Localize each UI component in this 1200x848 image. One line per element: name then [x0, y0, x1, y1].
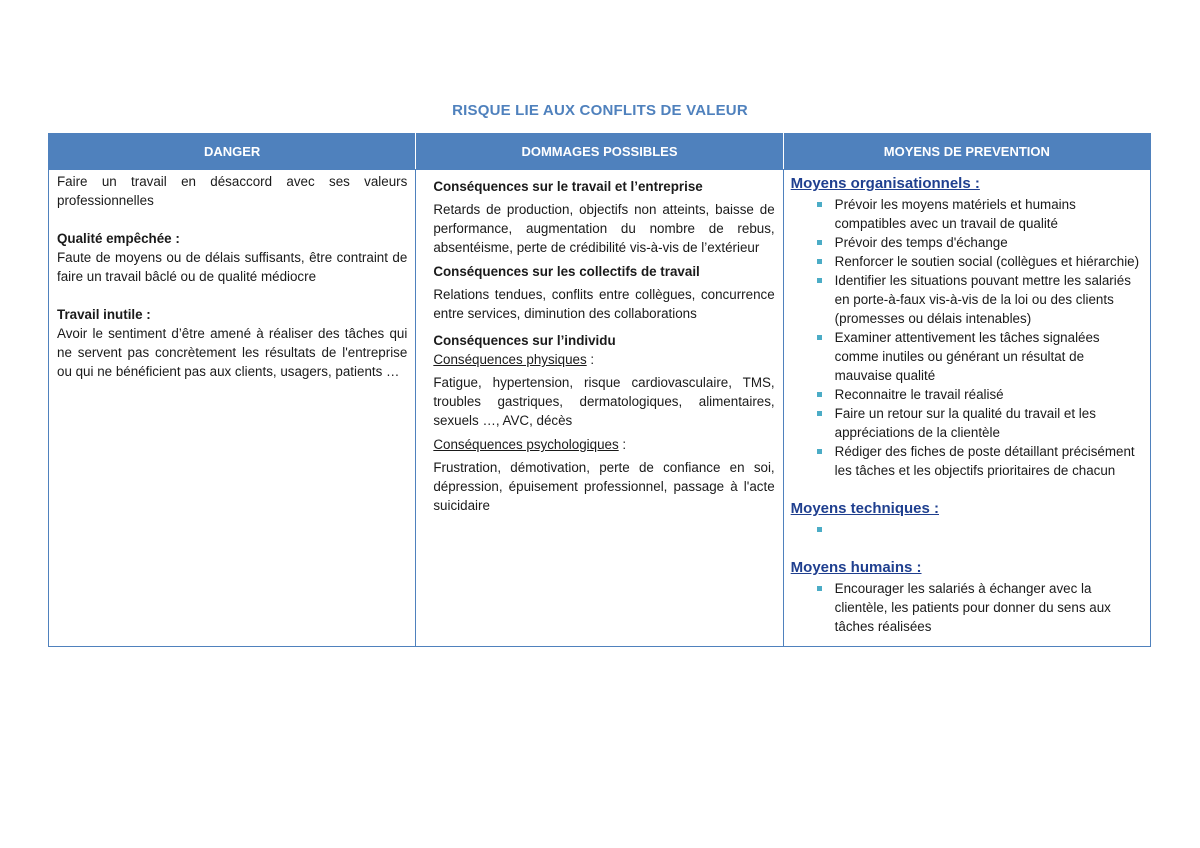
phys-colon: :: [586, 352, 595, 367]
psy-colon: :: [618, 437, 627, 452]
bullet-icon: [817, 449, 822, 454]
bullet-icon: [817, 278, 822, 283]
psy-text: Frustration, démotivation, perte de confiance en soi, dépression, épuisement professionnel, passage à l'acte suicidaire: [433, 460, 775, 513]
tech-list: [791, 520, 1142, 539]
list-item: Faire un retour sur la qualité du travail et les appréciations de la clientèle: [835, 404, 1142, 442]
bullet-icon: [817, 411, 822, 416]
list-item: Encourager les salariés à échanger avec la clientèle, les patients pour donner du sens aux tâches réalisées: [835, 579, 1142, 636]
list-item: Examiner attentivement les tâches signalées comme inutiles ou générant un résultat de mauvaise qualité: [835, 328, 1142, 385]
bullet-icon: [817, 335, 822, 340]
phys-label: Conséquences physiques: [433, 352, 587, 367]
list-item: [835, 520, 1142, 539]
qualite-text: Faute de moyens ou de délais suffisants, être contraint de faire un travail bâclé ou de qualité médiocre: [57, 250, 408, 284]
bullet-icon: [817, 240, 822, 245]
danger-intro: Faire un travail en désaccord avec ses valeurs professionnelles: [57, 174, 408, 208]
phys-heading: [433, 350, 774, 369]
qualite-title: Qualité empêchée :: [57, 231, 180, 246]
risk-table: [48, 133, 1151, 647]
header-dommages: DOMMAGES POSSIBLES: [416, 134, 783, 170]
list-item: Prévoir les moyens matériels et humains compatibles avec un travail de qualité: [835, 195, 1142, 233]
hum-list: [791, 579, 1142, 636]
phys-text: Fatigue, hypertension, risque cardiovasculaire, TMS, troubles gastriques, dermatologiques, alimentaires, sexuels …, AVC, décès: [433, 375, 775, 428]
danger-cell: [49, 170, 416, 647]
bullet-icon: [817, 259, 822, 264]
dommages-section-text: Relations tendues, conflits entre collègues, concurrence entre services, diminution des collaborations: [433, 287, 775, 321]
org-list: [791, 195, 1142, 480]
dommages-section-title: Conséquences sur l’individu: [433, 333, 616, 348]
list-item: Rédiger des fiches de poste détaillant précisément les tâches et les objectifs prioritaires de chacun: [835, 442, 1142, 480]
bullet-icon: [817, 586, 822, 591]
dommages-section-title: Conséquences sur le travail et l’entreprise: [433, 179, 703, 194]
list-item: Prévoir des temps d'échange: [835, 233, 1142, 252]
dommages-section-text: Retards de production, objectifs non atteints, baisse de performance, augmentation du nombre de rebus, absentéisme, perte de crédibilité vis-à-vis de l’extérieur: [433, 202, 775, 255]
inutile-title: Travail inutile :: [57, 307, 151, 322]
page-title: RISQUE LIE AUX CONFLITS DE VALEUR: [452, 102, 748, 119]
list-item: Identifier les situations pouvant mettre les salariés en porte-à-faux vis-à-vis de la loi ou des clients (promesses ou délais intenables): [835, 271, 1142, 328]
header-prevention: MOYENS DE PREVENTION: [783, 134, 1150, 170]
dommages-section-title: Conséquences sur les collectifs de travail: [433, 264, 700, 279]
bullet-icon: [817, 392, 822, 397]
psy-heading: [433, 435, 774, 454]
bullet-icon: [817, 527, 822, 532]
bullet-icon: [817, 202, 822, 207]
header-danger: DANGER: [49, 134, 416, 170]
inutile-text: Avoir le sentiment d’être amené à réaliser des tâches qui ne servent pas concrètement les résultats de l'entreprise ou qui ne bénéficient pas aux clients, usagers, patients …: [57, 326, 408, 379]
table-header-row: [49, 134, 1151, 170]
tech-title: Moyens techniques :: [790, 500, 940, 517]
hum-title: Moyens humains :: [790, 559, 922, 576]
psy-label: Conséquences psychologiques: [433, 437, 619, 452]
dommages-cell: [416, 170, 783, 647]
org-title: Moyens organisationnels :: [790, 175, 980, 192]
prevention-cell: [783, 170, 1150, 647]
list-item: Renforcer le soutien social (collègues et hiérarchie): [835, 252, 1142, 271]
list-item: Reconnaitre le travail réalisé: [835, 385, 1142, 404]
table-row: [49, 170, 1151, 647]
